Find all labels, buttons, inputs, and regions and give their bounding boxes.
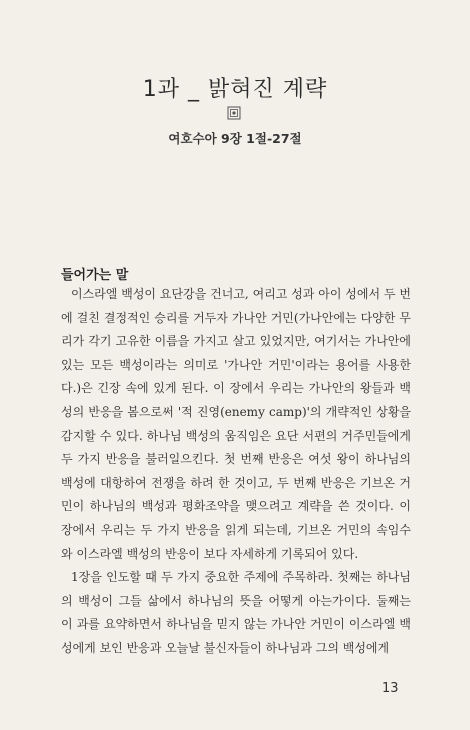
scripture-reference: 여호수아 9장 1절-27절 (168, 131, 302, 146)
body-text (61, 283, 411, 661)
paragraph: 1장을 인도할 때 두 가지 중요한 주제에 주목하라. 첫째는 하나님의 백성이 그들 삶에서 하나님의 뜻을 어떻게 아는가이다. 둘째는 이 과를 요약하면서 하나님을 믿지 않는 가나안 거민이 이스라엘 백성에게 보인 반응과 오늘날 불신자들이 하나님과 그의 백성에게 (61, 570, 411, 655)
page-number: 13 (382, 681, 399, 696)
chapter-title: 1과 _ 밝혀진 계략 (142, 77, 328, 102)
square-ornament-icon (227, 106, 241, 120)
paragraph: 이스라엘 백성이 요단강을 건너고, 여리고 성과 아이 성에서 두 번에 걸친 결정적인 승리를 거두자 가나안 거민(가나안에는 다양한 무리가 각기 고유한 이름을 가지고 살고 있었지만, 여기서는 가나안에 있는 모든 백성이라는 의미로 '가나안 거민'이라는 용어를 사용한다.)은 긴장 속에 있게 된다. 이 장에서 우리는 가나안의 왕들과 백성의 반응을 봄으로써 '적 진영(enemy camp)'의 개략적인 상황을 감지할 수 있다. 하나님 백성의 움직임은 요단 서편의 거주민들에게 두 가지 반응을 불러일으킨다. 첫 번째 반응은 여섯 왕이 하나님의 백성에 대항하여 전쟁을 하려 한 것이고, 두 번째 반응은 기브온 거민이 하나님의 백성과 평화조약을 맺으려고 계략을 쓴 것이다. 이 장에서 우리는 두 가지 반응을 읽게 되는데, 기브온 거민의 속임수와 이스라엘 백성의 반응이 보다 자세하게 기록되어 있다. (61, 287, 411, 561)
section-heading: 들어가는 말 (61, 268, 129, 283)
